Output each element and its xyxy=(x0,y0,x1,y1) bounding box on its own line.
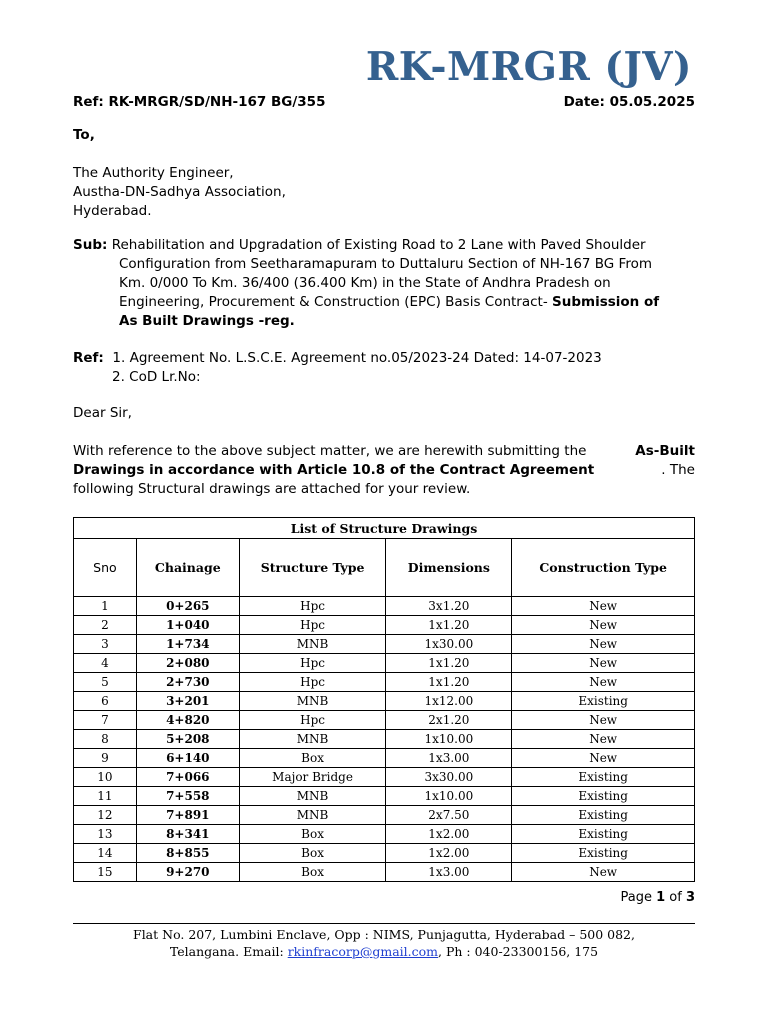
body-emphasis: Drawings in accordance with Article 10.8 of the Contract Agreement xyxy=(73,462,595,478)
cell-chainage: 4+820 xyxy=(136,711,239,730)
cell-dimensions: 1x10.00 xyxy=(386,730,512,749)
cell-chainage: 7+066 xyxy=(136,768,239,787)
cell-construction-type: Existing xyxy=(512,806,695,825)
cell-construction-type: New xyxy=(512,635,695,654)
to-label: To, xyxy=(73,127,95,143)
table-row xyxy=(74,844,695,863)
structure-drawings-table xyxy=(73,517,695,882)
cell-structure-type: Box xyxy=(239,844,386,863)
letter-date: Date: 05.05.2025 xyxy=(563,94,695,110)
cell-chainage: 5+208 xyxy=(136,730,239,749)
footer-divider xyxy=(73,923,695,924)
cell-sno: 9 xyxy=(74,749,137,768)
cell-structure-type: Hpc xyxy=(239,711,386,730)
table-row xyxy=(74,730,695,749)
subject-line: Engineering, Procurement & Construction (EPC) Basis Contract- xyxy=(119,294,548,310)
cell-structure-type: MNB xyxy=(239,692,386,711)
cell-sno: 13 xyxy=(74,825,137,844)
cell-chainage: 2+080 xyxy=(136,654,239,673)
cell-chainage: 1+734 xyxy=(136,635,239,654)
page-of: of xyxy=(669,890,682,905)
letterhead-brand: RK-MRGR (JV) xyxy=(365,44,692,90)
cell-structure-type: MNB xyxy=(239,787,386,806)
subject-line: Rehabilitation and Upgradation of Existing Road to 2 Lane with Paved Shoulder xyxy=(111,237,646,253)
cell-construction-type: Existing xyxy=(512,787,695,806)
table-title: List of Structure Drawings xyxy=(74,518,695,539)
cell-sno: 7 xyxy=(74,711,137,730)
cell-chainage: 6+140 xyxy=(136,749,239,768)
reference-item: 2. CoD Lr.No: xyxy=(112,369,201,385)
address-line: The Authority Engineer, xyxy=(73,165,234,181)
table-row xyxy=(74,768,695,787)
cell-dimensions: 1x10.00 xyxy=(386,787,512,806)
cell-dimensions: 1x1.20 xyxy=(386,616,512,635)
recipient-address xyxy=(73,164,286,221)
column-header: Structure Type xyxy=(239,539,386,597)
cell-structure-type: Hpc xyxy=(239,597,386,616)
subject-line: Km. 0/000 To Km. 36/400 (36.400 Km) in the State of Andhra Pradesh on xyxy=(119,275,611,291)
cell-dimensions: 1x1.20 xyxy=(386,673,512,692)
cell-dimensions: 3x30.00 xyxy=(386,768,512,787)
cell-structure-type: Major Bridge xyxy=(239,768,386,787)
column-header: Construction Type xyxy=(512,539,695,597)
cell-chainage: 7+891 xyxy=(136,806,239,825)
cell-construction-type: New xyxy=(512,673,695,692)
cell-construction-type: New xyxy=(512,711,695,730)
cell-construction-type: New xyxy=(512,597,695,616)
cell-dimensions: 1x1.20 xyxy=(386,654,512,673)
cell-dimensions: 1x2.00 xyxy=(386,844,512,863)
cell-sno: 14 xyxy=(74,844,137,863)
cell-dimensions: 1x3.00 xyxy=(386,749,512,768)
email-link[interactable]: rkinfracorp@gmail.com xyxy=(287,944,439,959)
table-row xyxy=(74,806,695,825)
table-row xyxy=(74,749,695,768)
cell-chainage: 7+558 xyxy=(136,787,239,806)
reference-item: 1. Agreement No. L.S.C.E. Agreement no.05/2023-24 Dated: 14-07-2023 xyxy=(112,350,602,366)
cell-chainage: 8+341 xyxy=(136,825,239,844)
cell-construction-type: Existing xyxy=(512,768,695,787)
table-row xyxy=(74,673,695,692)
cell-chainage: 1+040 xyxy=(136,616,239,635)
footer-address xyxy=(0,926,768,960)
references-label: Ref: xyxy=(73,350,104,366)
subject-block xyxy=(73,236,695,331)
address-line: Hyderabad. xyxy=(73,203,152,219)
table-row xyxy=(74,825,695,844)
cell-construction-type: New xyxy=(512,730,695,749)
body-emphasis: As-Built xyxy=(635,443,695,459)
cell-structure-type: Hpc xyxy=(239,616,386,635)
cell-construction-type: New xyxy=(512,863,695,882)
cell-construction-type: Existing xyxy=(512,692,695,711)
page-number xyxy=(620,890,695,905)
table-row xyxy=(74,711,695,730)
salutation: Dear Sir, xyxy=(73,405,132,421)
table-row xyxy=(74,654,695,673)
body-text: . The xyxy=(661,462,695,478)
table-row xyxy=(74,597,695,616)
cell-sno: 4 xyxy=(74,654,137,673)
page-prefix: Page xyxy=(620,890,652,905)
reference-line xyxy=(73,94,695,110)
column-header: Sno xyxy=(74,539,137,597)
subject-label: Sub: xyxy=(73,237,108,253)
footer-phone: , Ph : 040-23300156, 175 xyxy=(438,944,599,959)
cell-dimensions: 2x1.20 xyxy=(386,711,512,730)
cell-structure-type: Box xyxy=(239,825,386,844)
cell-sno: 8 xyxy=(74,730,137,749)
cell-structure-type: Hpc xyxy=(239,654,386,673)
subject-line: Configuration from Seetharamapuram to Duttaluru Section of NH-167 BG From xyxy=(119,256,653,272)
total-pages: 3 xyxy=(685,890,695,905)
cell-chainage: 3+201 xyxy=(136,692,239,711)
body-text: With reference to the above subject matter, we are herewith submitting the xyxy=(73,443,587,459)
cell-construction-type: Existing xyxy=(512,844,695,863)
cell-structure-type: Box xyxy=(239,863,386,882)
cell-construction-type: New xyxy=(512,616,695,635)
cell-dimensions: 1x2.00 xyxy=(386,825,512,844)
table-row xyxy=(74,616,695,635)
table-row xyxy=(74,635,695,654)
cell-dimensions: 2x7.50 xyxy=(386,806,512,825)
cell-structure-type: MNB xyxy=(239,730,386,749)
cell-sno: 10 xyxy=(74,768,137,787)
cell-construction-type: Existing xyxy=(512,825,695,844)
reference-number: Ref: RK-MRGR/SD/NH-167 BG/355 xyxy=(73,94,326,110)
cell-chainage: 9+270 xyxy=(136,863,239,882)
table-row xyxy=(74,787,695,806)
column-header: Dimensions xyxy=(386,539,512,597)
cell-chainage: 8+855 xyxy=(136,844,239,863)
table-row xyxy=(74,692,695,711)
cell-construction-type: New xyxy=(512,654,695,673)
cell-dimensions: 1x3.00 xyxy=(386,863,512,882)
cell-construction-type: New xyxy=(512,749,695,768)
address-line: Austha-DN-Sadhya Association, xyxy=(73,184,286,200)
cell-chainage: 2+730 xyxy=(136,673,239,692)
cell-sno: 3 xyxy=(74,635,137,654)
cell-sno: 1 xyxy=(74,597,137,616)
subject-emphasis: As Built Drawings -reg. xyxy=(119,313,295,329)
cell-sno: 2 xyxy=(74,616,137,635)
cell-structure-type: Box xyxy=(239,749,386,768)
references-block xyxy=(73,349,602,387)
body-text: following Structural drawings are attached for your review. xyxy=(73,481,471,497)
cell-sno: 5 xyxy=(74,673,137,692)
cell-dimensions: 1x30.00 xyxy=(386,635,512,654)
current-page: 1 xyxy=(656,890,666,905)
cell-dimensions: 1x12.00 xyxy=(386,692,512,711)
table-row xyxy=(74,863,695,882)
cell-structure-type: MNB xyxy=(239,806,386,825)
cell-sno: 11 xyxy=(74,787,137,806)
body-paragraph xyxy=(73,442,695,499)
cell-sno: 12 xyxy=(74,806,137,825)
footer-line: Flat No. 207, Lumbini Enclave, Opp : NIMS, Punjagutta, Hyderabad – 500 082, xyxy=(133,927,635,942)
column-header: Chainage xyxy=(136,539,239,597)
cell-sno: 6 xyxy=(74,692,137,711)
footer-line: Telangana. Email: xyxy=(169,944,284,959)
subject-emphasis: Submission of xyxy=(552,294,660,310)
cell-structure-type: MNB xyxy=(239,635,386,654)
cell-chainage: 0+265 xyxy=(136,597,239,616)
cell-structure-type: Hpc xyxy=(239,673,386,692)
cell-sno: 15 xyxy=(74,863,137,882)
cell-dimensions: 3x1.20 xyxy=(386,597,512,616)
